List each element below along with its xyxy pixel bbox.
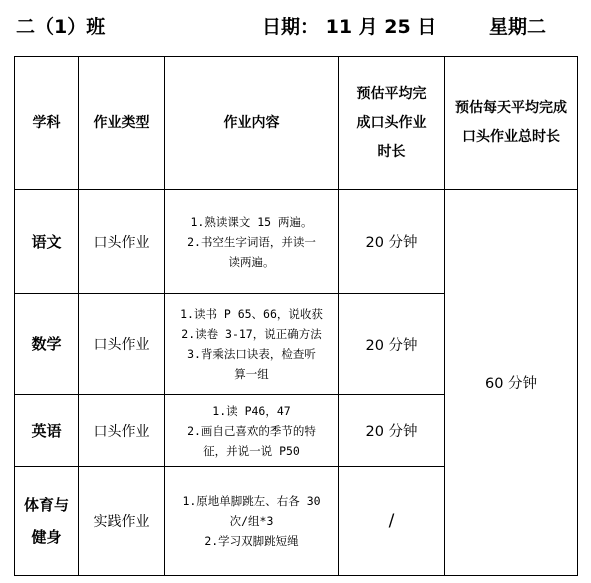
subject-cell: 语文 [15, 190, 79, 294]
column-header-subject: 学科 [15, 57, 79, 190]
column-header-avg-time [339, 57, 445, 190]
type-cell: 口头作业 [79, 294, 165, 395]
duration-cell: 20 分钟 [339, 294, 445, 395]
content-line: 读两遍。 [228, 254, 275, 269]
type-cell: 口头作业 [79, 395, 165, 467]
header-line: 时长 [377, 143, 406, 160]
subject-line: 体育与 [23, 496, 69, 514]
content-line: 算一组 [234, 367, 269, 381]
column-header-daily-total [445, 57, 578, 190]
content-cell [165, 190, 339, 294]
subject-cell: 数学 [15, 294, 79, 395]
content-line: 征，并说一说 P50 [203, 443, 300, 458]
daily-total-cell: 60 分钟 [445, 190, 578, 576]
date-label: 日期： 11 月 25 日 [262, 16, 437, 38]
table-header-row [15, 57, 578, 190]
content-line: 1.熟读课文 15 两遍。 [190, 214, 313, 229]
duration-cell: 20 分钟 [339, 395, 445, 467]
type-cell: 口头作业 [79, 190, 165, 294]
duration-cell: 20 分钟 [339, 190, 445, 294]
header-line: 预估平均完 [356, 85, 427, 102]
page-header [0, 8, 591, 40]
content-line: 3.背乘法口诀表，检查听 [187, 347, 316, 361]
content-line: 1.读 P46，47 [212, 403, 291, 418]
duration-cell: / [339, 467, 445, 576]
content-line: 2.学习双脚跳短绳 [204, 534, 299, 548]
weekday-label: 星期二 [489, 16, 547, 38]
content-line: 1.读书 P 65、66，说收获 [180, 307, 323, 321]
content-cell [165, 395, 339, 467]
content-line: 1.原地单脚跳左、右各 30 [182, 494, 321, 508]
content-line: 次/组*3 [229, 514, 274, 528]
header-line: 成口头作业 [356, 114, 427, 131]
type-cell: 实践作业 [79, 467, 165, 576]
column-header-type: 作业类型 [79, 57, 165, 190]
subject-cell: 英语 [15, 395, 79, 467]
content-line: 2.书空生字词语，并读一 [187, 234, 316, 249]
subject-cell [15, 467, 79, 576]
subject-line: 健身 [31, 528, 62, 546]
class-label: 二（1）班 [16, 16, 106, 38]
column-header-content: 作业内容 [165, 57, 339, 190]
content-line: 2.读卷 3-17，说正确方法 [181, 327, 322, 341]
content-line: 2.画自己喜欢的季节的特 [187, 423, 316, 438]
table-row [15, 190, 578, 294]
header-line: 口头作业总时长 [462, 129, 560, 145]
homework-table [14, 56, 578, 576]
header-line: 预估每天平均完成 [455, 100, 567, 116]
content-cell [165, 467, 339, 576]
content-cell [165, 294, 339, 395]
